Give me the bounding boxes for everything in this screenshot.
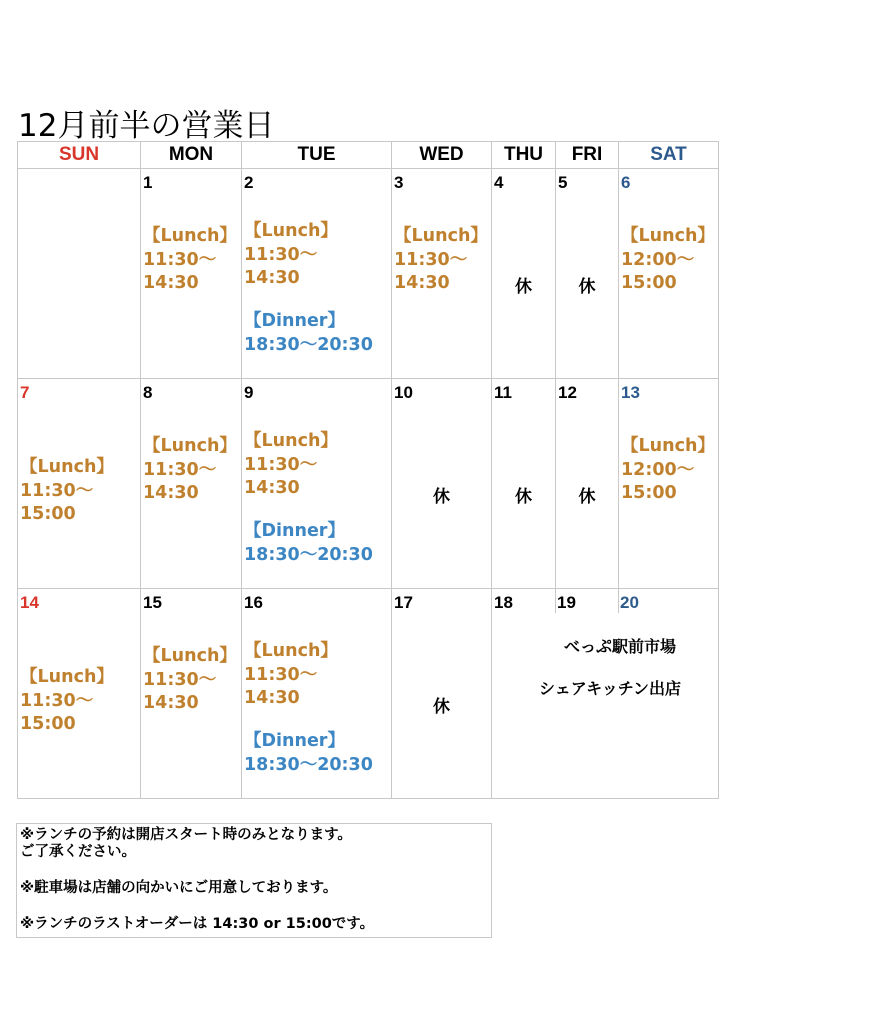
note-parking: ※駐車場は店舗の向かいにご用意しております。: [20, 880, 338, 896]
day-cell-5: [556, 169, 619, 379]
day-cell-17: [392, 589, 492, 799]
day-number: 19: [557, 593, 576, 612]
closed-mark: 休: [433, 697, 450, 717]
calendar-table: [17, 141, 719, 799]
day-number: 5: [558, 173, 568, 192]
lunch-label: 【Lunch】: [143, 646, 237, 666]
event-cell-18-20: [492, 589, 719, 799]
lunch-end: 15:00: [621, 273, 677, 293]
dinner-label: 【Dinner】: [244, 311, 345, 331]
lunch-hours: [143, 435, 237, 506]
lunch-end: 14:30: [394, 273, 450, 293]
lunch-start: 11:30～: [244, 664, 318, 685]
weekday-fri: FRI: [556, 142, 619, 169]
lunch-label: 【Lunch】: [621, 226, 715, 246]
lunch-hours: [20, 456, 114, 527]
lunch-end: 15:00: [621, 483, 677, 503]
lunch-label: 【Lunch】: [244, 221, 338, 241]
day-cell-empty: [18, 169, 141, 379]
dinner-time: 18:30～20:30: [244, 544, 373, 565]
lunch-start: 12:00～: [621, 249, 695, 270]
day-cell-14: [18, 589, 141, 799]
day-number: 8: [143, 383, 153, 402]
day-number: 11: [494, 383, 512, 402]
closed-mark: 休: [578, 277, 596, 297]
lunch-hours: [244, 220, 338, 291]
day-number: 2: [244, 173, 254, 192]
day-divider: [618, 589, 619, 613]
dinner-time: 18:30～20:30: [244, 754, 373, 775]
page-title: 12月前半の営業日: [18, 108, 275, 144]
event-subtitle: シェアキッチン出店: [539, 679, 681, 698]
lunch-start: 11:30～: [20, 690, 94, 711]
weekday-tue: TUE: [242, 142, 392, 169]
day-cell-7: [18, 379, 141, 589]
lunch-hours: [621, 435, 715, 506]
week-row-3: [18, 589, 719, 799]
event-title: べっぷ駅前市場: [563, 637, 676, 656]
week-row-1: [18, 169, 719, 379]
day-cell-6: [619, 169, 719, 379]
day-number: 3: [394, 173, 404, 192]
day-divider: [555, 589, 556, 613]
lunch-start: 12:00～: [621, 459, 695, 480]
day-cell-1: [141, 169, 242, 379]
weekday-mon: MON: [141, 142, 242, 169]
day-cell-11: [492, 379, 556, 589]
lunch-label: 【Lunch】: [143, 436, 237, 456]
day-cell-12: [556, 379, 619, 589]
lunch-label: 【Lunch】: [394, 226, 488, 246]
day-cell-3: [392, 169, 492, 379]
lunch-start: 11:30～: [143, 249, 217, 270]
closed-mark: 休: [515, 487, 532, 507]
note-reservation: ※ランチの予約は開店スタート時のみとなります。 ご了承ください。: [20, 827, 352, 860]
closed-mark: 休: [578, 487, 596, 507]
day-cell-9: [242, 379, 392, 589]
day-number: 10: [394, 383, 413, 402]
dinner-time: 18:30～20:30: [244, 334, 373, 355]
weekday-sat: SAT: [619, 142, 719, 169]
lunch-label: 【Lunch】: [143, 226, 237, 246]
day-number: 6: [621, 173, 631, 192]
day-cell-16: [242, 589, 392, 799]
lunch-start: 11:30～: [143, 669, 217, 690]
note-last-order: ※ランチのラストオーダーは 14:30 or 15:00です。: [20, 916, 375, 932]
lunch-hours: [394, 225, 488, 296]
lunch-end: 14:30: [143, 273, 199, 293]
lunch-hours: [621, 225, 715, 296]
day-number: 1: [143, 173, 153, 192]
day-number: 18: [494, 593, 513, 612]
dinner-label: 【Dinner】: [244, 521, 345, 541]
lunch-hours: [244, 430, 338, 501]
day-number: 13: [621, 383, 640, 402]
day-number: 15: [143, 593, 162, 612]
lunch-label: 【Lunch】: [621, 436, 715, 456]
day-cell-13: [619, 379, 719, 589]
lunch-end: 14:30: [244, 688, 300, 708]
day-number: 12: [558, 383, 577, 402]
day-number: 4: [494, 173, 504, 192]
lunch-end: 14:30: [143, 693, 199, 713]
notes-box: [16, 823, 492, 938]
day-number: 17: [394, 593, 413, 612]
day-cell-15: [141, 589, 242, 799]
weekday-sun: SUN: [18, 142, 141, 169]
lunch-start: 11:30～: [143, 459, 217, 480]
weekday-header-row: [18, 142, 719, 169]
day-cell-4: [492, 169, 556, 379]
week-row-2: [18, 379, 719, 589]
lunch-label: 【Lunch】: [244, 431, 338, 451]
weekday-wed: WED: [392, 142, 492, 169]
lunch-start: 11:30～: [244, 244, 318, 265]
lunch-end: 14:30: [143, 483, 199, 503]
lunch-start: 11:30～: [244, 454, 318, 475]
day-number: 20: [620, 593, 639, 612]
lunch-end: 15:00: [20, 714, 76, 734]
lunch-end: 14:30: [244, 268, 300, 288]
closed-mark: 休: [515, 277, 532, 297]
day-number: 7: [20, 383, 30, 402]
lunch-label: 【Lunch】: [20, 457, 114, 477]
day-cell-8: [141, 379, 242, 589]
dinner-hours: [244, 730, 373, 777]
lunch-hours: [20, 666, 114, 737]
day-cell-10: [392, 379, 492, 589]
weekday-thu: THU: [492, 142, 556, 169]
dinner-hours: [244, 520, 373, 567]
lunch-end: 14:30: [244, 478, 300, 498]
lunch-hours: [244, 640, 338, 711]
dinner-label: 【Dinner】: [244, 731, 345, 751]
lunch-hours: [143, 225, 237, 296]
lunch-end: 15:00: [20, 504, 76, 524]
day-number: 14: [20, 593, 39, 612]
lunch-label: 【Lunch】: [20, 667, 114, 687]
lunch-start: 11:30～: [20, 480, 94, 501]
day-number: 9: [244, 383, 254, 402]
day-number: 16: [244, 593, 263, 612]
lunch-hours: [143, 645, 237, 716]
lunch-start: 11:30～: [394, 249, 468, 270]
dinner-hours: [244, 310, 373, 357]
day-cell-2: [242, 169, 392, 379]
lunch-label: 【Lunch】: [244, 641, 338, 661]
closed-mark: 休: [433, 487, 450, 507]
